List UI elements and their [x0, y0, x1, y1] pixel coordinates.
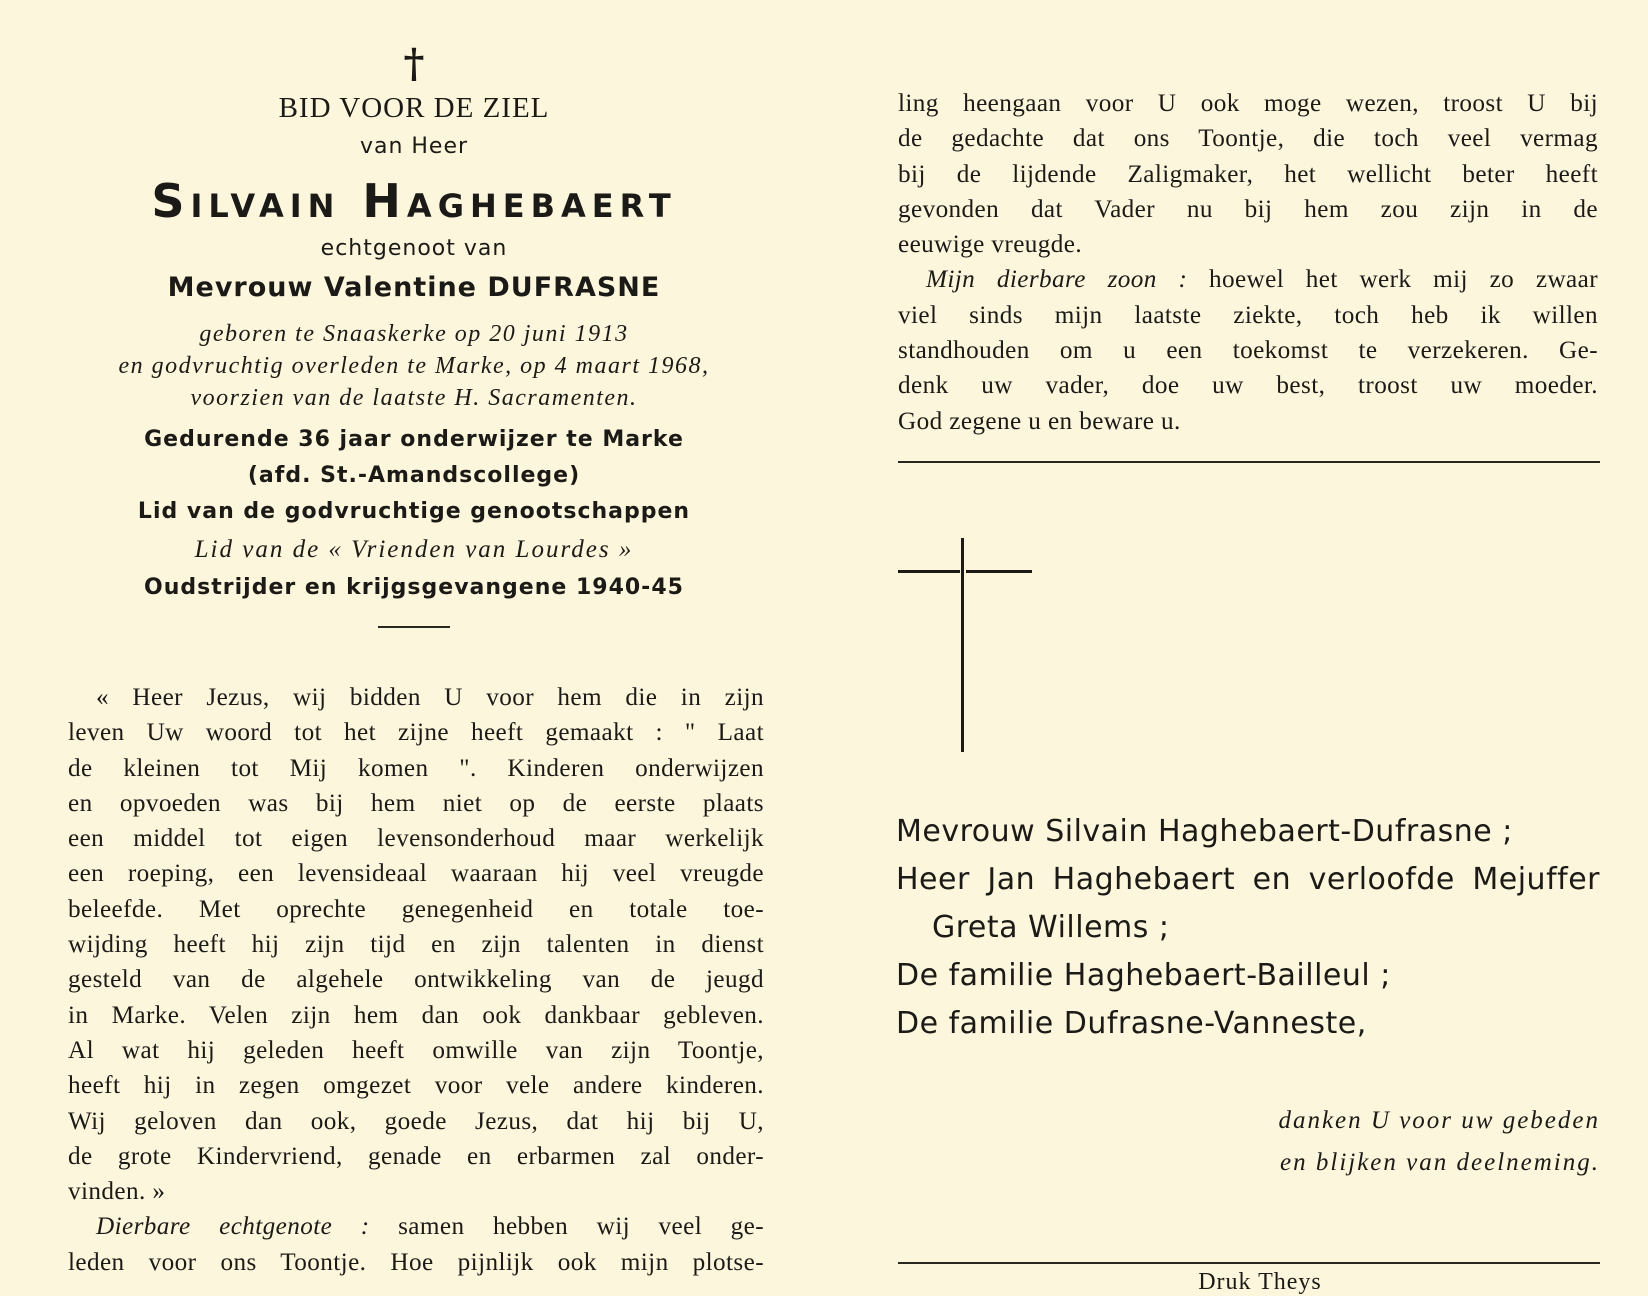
career-line: Gedurende 36 jaar onderwijzer te Marke: [144, 427, 684, 452]
veteran-line: Oudstrijder en krijgsgevangene 1940-45: [144, 575, 684, 600]
thanks-note: [1200, 1100, 1600, 1184]
family-line: Heer Jan Haghebaert en verloofde Mejuffer: [896, 862, 1600, 897]
son-line: God zegene u en beware u.: [898, 407, 1181, 435]
lourdes-line: Lid van de « Vrienden van Lourdes »: [194, 536, 634, 563]
cont-line: gevonden dat Vader nu bij hem zou zijn in de: [898, 195, 1598, 223]
prayer-line: gesteld van de algehele ontwikkeling van de jeugd: [68, 966, 764, 994]
sacraments-line: voorzien van de laatste H. Sacramenten.: [190, 385, 638, 411]
cont-line: eeuwige vreugde.: [898, 231, 1083, 259]
wife-line: leden voor ons Toontje. Hoe pijnlijk ook mijn plotse-: [68, 1248, 764, 1276]
prayer-line: beleefde. Met oprechte genegenheid en totale toe-: [68, 895, 764, 923]
deceased-name: Silvain Haghebaert: [151, 174, 677, 228]
prayer-line: een roeping, een levensideaal waaraan hij veel vreugde: [68, 860, 764, 888]
prayer-line: wijding heeft hij zijn tijd en zijn talenten in dienst: [68, 931, 764, 959]
family-line: Greta Willems ;: [932, 910, 1170, 945]
cross-glyph: †: [403, 40, 425, 87]
wife-address-line: [68, 1209, 764, 1244]
prayer-line: de kleinen tot Mij komen ". Kinderen onderwijzen: [68, 754, 764, 782]
prayer-line: « Heer Jezus, wij bidden U voor hem die in zijn: [96, 684, 764, 711]
born-line: geboren te Snaaskerke op 20 juni 1913: [199, 321, 629, 347]
thanks-line: en blijken van deelneming.: [1280, 1149, 1600, 1176]
family-line: De familie Dufrasne-Vanneste,: [896, 1006, 1367, 1041]
prayer-text: [68, 680, 764, 1280]
son-line: denk uw vader, doe uw best, troost uw moeder.: [898, 372, 1598, 400]
son-address-line: [898, 262, 1598, 297]
prayer-line: de grote Kindervriend, genade en erbarmen zal onder-: [68, 1142, 764, 1170]
family-line: Mevrouw Silvain Haghebaert-Dufrasne ;: [896, 814, 1513, 849]
prayer-heading: BID VOOR DE ZIEL: [278, 92, 550, 124]
continued-text: [898, 86, 1598, 439]
left-column-header: [64, 40, 764, 628]
family-list: [896, 808, 1600, 1048]
divider-rule: [898, 461, 1600, 463]
son-line-rest: hoewel het werk mij zo zwaar: [1208, 266, 1598, 294]
cont-line: bij de lijdende Zaligmaker, het wellicht beter heeft: [898, 160, 1598, 188]
thanks-line: danken U voor uw gebeden: [1278, 1107, 1600, 1134]
son-line: viel sinds mijn laatste ziekte, toch heb ik willen: [898, 301, 1598, 329]
bottom-rule: [898, 1262, 1600, 1264]
echtgenoot-label: echtgenoot van: [320, 236, 508, 261]
prayer-line: Wij geloven dan ook, goede Jezus, dat hij bij U,: [68, 1107, 764, 1135]
spouse-name: Mevrouw Valentine DUFRASNE: [167, 272, 661, 303]
prayer-line: in Marke. Velen zijn hem dan ook dankbaar gebleven.: [68, 1001, 764, 1029]
wife-line-rest: samen hebben wij veel ge-: [398, 1213, 764, 1241]
large-cross-vertical: [961, 538, 964, 752]
son-line: standhouden om u een toekomst te verzekeren. Ge-: [898, 337, 1598, 365]
large-cross-arm-left: [898, 570, 960, 573]
large-cross-arm-right: [966, 570, 1032, 573]
prayer-line: leven Uw woord tot het zijne heeft gemaakt : " Laat: [68, 719, 764, 747]
son-label: Mijn dierbare zoon :: [926, 266, 1188, 294]
wife-label: Dierbare echtgenote :: [96, 1213, 370, 1241]
prayer-line: Al wat hij geleden heeft omwille van zijn Toontje,: [68, 1036, 764, 1064]
prayer-line: een middel tot eigen levensonderhoud maar werkelijk: [68, 825, 764, 853]
died-line: en godvruchtig overleden te Marke, op 4 maart 1968,: [118, 353, 710, 379]
prayer-line: heeft hij in zegen omgezet voor vele andere kinderen.: [68, 1072, 764, 1100]
member-line: Lid van de godvruchtige genootschappen: [137, 499, 691, 524]
cont-line: de gedachte dat ons Toontje, die toch veel vermag: [898, 125, 1598, 153]
cont-line: ling heengaan voor U ook moge wezen, troost U bij: [898, 90, 1598, 117]
prayer-line: vinden. »: [68, 1178, 166, 1206]
van-heer: van Heer: [359, 134, 469, 159]
family-line: De familie Haghebaert-Bailleul ;: [896, 958, 1391, 993]
printer-credit: Druk Theys: [1198, 1269, 1322, 1295]
prayer-line: en opvoeden was bij hem niet op de eerste plaats: [68, 789, 764, 817]
short-divider: [378, 626, 450, 628]
college-line: (afd. St.-Amandscollege): [247, 463, 581, 488]
